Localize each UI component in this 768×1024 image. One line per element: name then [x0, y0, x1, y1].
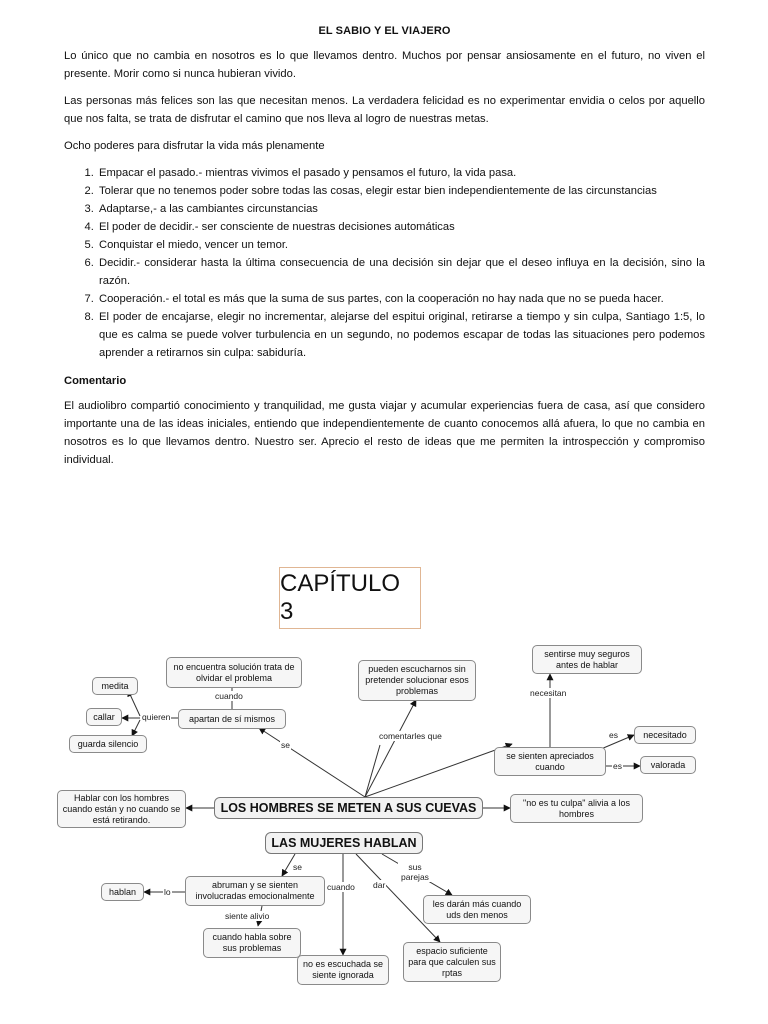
- label-cuando-2: cuando: [327, 882, 355, 892]
- label-se: se: [281, 740, 290, 750]
- comment-heading: Comentario: [64, 375, 127, 387]
- node-no-es-tu-culpa: "no es tu culpa" alivia a los hombres: [510, 794, 643, 823]
- label-necesitan: necesitan: [530, 688, 567, 698]
- node-hablan: hablan: [101, 883, 144, 901]
- document-title: EL SABIO Y EL VIAJERO: [318, 25, 451, 37]
- list-item: 6. Decidir.- considerar hasta la última consecuencia de una decisión sin dejar que el deseo influya en la decisión, sino la razón.: [97, 254, 705, 290]
- label-lo: lo: [164, 887, 171, 897]
- node-apartan: apartan de sí mismos: [178, 709, 286, 729]
- list-item: 2. Tolerar que no tenemos poder sobre todas las cosas, elegir estar bien independientemente de las circunstancias: [97, 182, 705, 200]
- list-item: 8. El poder de encajarse, elegir no incrementar, alejarse del espitui original, retirarse a tiempo y sin culpa, Santiago 1:5, lo que es calma se puede volver turbulencia en un segundo, no podemos escapar de todas las situaciones pero podemos aprender a retirarnos sin culpa: sabiduría.: [97, 308, 705, 362]
- paragraph-2: Las personas más felices son las que necesitan menos. La verdadera felicidad es no experimentar envidia o celos por aquello que nos falta, se trata de disfrutar el camino que nos lleva al logro de nuestras metas.: [64, 95, 705, 125]
- node-pueden-escucharnos: pueden escucharnos sin pretender solucionar esos problemas: [358, 660, 476, 701]
- node-callar: callar: [86, 708, 122, 726]
- node-mujeres-hablan: LAS MUJERES HABLAN: [265, 832, 423, 854]
- label-se-2: se: [293, 862, 302, 872]
- node-guarda-silencio: guarda silencio: [69, 735, 147, 753]
- chapter-title: CAPÍTULO 3: [279, 567, 421, 629]
- label-es-1: es: [609, 730, 618, 740]
- node-cuando-habla: cuando habla sobre sus problemas: [203, 928, 301, 958]
- label-dar: dar: [373, 880, 386, 890]
- node-espacio: espacio suficiente para que calculen sus rptas: [403, 942, 501, 982]
- list-item: 7. Cooperación.- el total es más que la suma de sus partes, con la cooperación no hay nada que no se pueda hacer.: [97, 290, 705, 308]
- list-item: 4. El poder de decidir.- ser consciente de nuestras decisiones automáticas: [97, 218, 705, 236]
- label-cuando: cuando: [215, 691, 243, 701]
- paragraph-3: Ocho poderes para disfrutar la vida más plenamente: [64, 140, 325, 152]
- connector-line: [365, 745, 380, 797]
- connector-line: [365, 744, 512, 797]
- node-hablar-con-hombres: Hablar con los hombres cuando están y no cuando se está retirando.: [57, 790, 186, 828]
- node-daran-mas: les darán más cuando uds den menos: [423, 895, 531, 924]
- comment-paragraph: El audiolibro compartió conocimiento y tranquilidad, me gusta viajar y acumular experiencias fuera de casa, así que considero importante una de las ideas iniciales, entiendo que independientemente de cuanto conocemos allá afuera, lo que no cambia en nosotros es lo que llevamos dentro. Nuestro ser. Aprecio el resto de ideas que me permiten la introspección y compromiso individual.: [64, 400, 705, 466]
- label-sus-parejas: sus parejas: [398, 862, 432, 882]
- node-necesitado: necesitado: [634, 726, 696, 744]
- list-item: 3. Adaptarse,- a las cambiantes circunstancias: [97, 200, 705, 218]
- node-hombres-cuevas: LOS HOMBRES SE METEN A SUS CUEVAS: [214, 797, 483, 819]
- list-item: 1. Empacar el pasado.- mientras vivimos el pasado y pensamos el futuro, la vida pasa.: [97, 164, 705, 182]
- paragraph-1: Lo único que no cambia en nosotros es lo que llevamos dentro. Muchos por pensar ansiosamente en el futuro, no viven el presente. Morir como si nunca hubieran vivido.: [64, 50, 705, 80]
- label-siente-alivio: siente alivio: [225, 911, 270, 921]
- node-valorada: valorada: [640, 756, 696, 774]
- node-abruman: abruman y se sienten involucradas emocionalmente: [185, 876, 325, 906]
- connector-line: [365, 700, 416, 797]
- node-no-encuentra-solucion: no encuentra solución trata de olvidar el problema: [166, 657, 302, 688]
- list-item: 5. Conquistar el miedo, vencer un temor.: [97, 236, 705, 254]
- connector-line: [132, 720, 140, 736]
- node-apreciados: se sienten apreciados cuando: [494, 747, 606, 776]
- label-quieren: quieren: [142, 712, 171, 722]
- node-medita: medita: [92, 677, 138, 695]
- label-comentarles-que: comentarles que: [379, 731, 442, 741]
- connector-line: [259, 728, 365, 797]
- node-no-es-escuchada: no es escuchada se siente ignorada: [297, 955, 389, 985]
- node-sentirse-seguros: sentirse muy seguros antes de hablar: [532, 645, 642, 674]
- label-es-2: es: [613, 761, 622, 771]
